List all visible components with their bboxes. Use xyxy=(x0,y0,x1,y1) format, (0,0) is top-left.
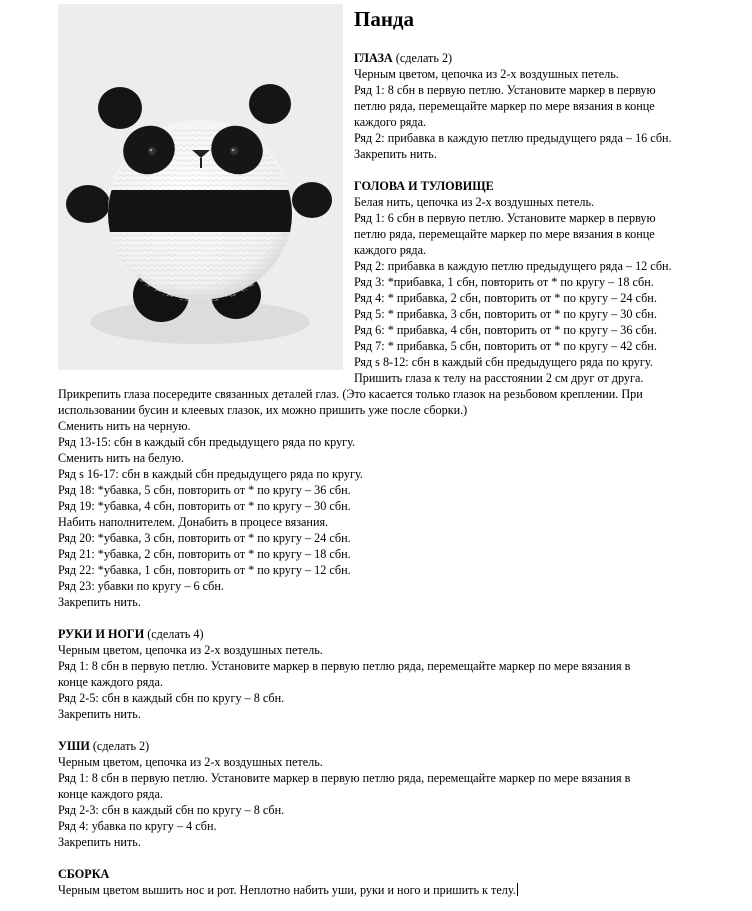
section-heading: УШИ (сделать 2) xyxy=(58,739,150,753)
section-heading: СБОРКА xyxy=(58,867,110,881)
text-line: Черным цветом, цепочка из 2-х воздушных петель. xyxy=(58,643,323,657)
text-line: Ряд s 16-17: сбн в каждый сбн предыдущего ряда по кругу. xyxy=(58,467,363,481)
text-line: Ряд 19: *убавка, 4 сбн, повторить от * по кругу – 30 сбн. xyxy=(58,499,351,513)
text-line: Ряд 3: *прибавка, 1 сбн, повторить от * по кругу – 18 сбн. xyxy=(354,275,654,289)
text-line: каждого ряда. xyxy=(354,243,427,257)
text-line: петлю ряда, перемещайте маркер по мере вязания в конце xyxy=(354,99,655,113)
text-cursor xyxy=(517,883,518,896)
crochet-panda-illustration xyxy=(58,4,343,370)
section-heading: ГОЛОВА И ТУЛОВИЩЕ xyxy=(354,179,494,193)
text-line: Закрепить нить. xyxy=(58,835,141,849)
text-line: Ряд 13-15: сбн в каждый сбн предыдущего ряда по кругу. xyxy=(58,435,356,449)
text-line: Ряд 4: * прибавка, 2 сбн, повторить от * по кругу – 24 сбн. xyxy=(354,291,657,305)
section-heading: ГЛАЗА (сделать 2) xyxy=(354,51,453,65)
arm-right xyxy=(292,182,332,218)
text-line: Закрепить нить. xyxy=(354,147,437,161)
text-line: Пришить глаза к телу на расстоянии 2 см друг от друга. xyxy=(354,371,644,385)
text-line: Ряд 21: *убавка, 2 сбн, повторить от * по кругу – 18 сбн. xyxy=(58,547,351,561)
text-line: Сменить нить на черную. xyxy=(58,419,191,433)
arm-left xyxy=(66,185,110,223)
section-heading: РУКИ И НОГИ (сделать 4) xyxy=(58,627,204,641)
text-line: Ряд 18: *убавка, 5 сбн, повторить от * по кругу – 36 сбн. xyxy=(58,483,351,497)
text-line: конце каждого ряда. xyxy=(58,787,163,801)
text-line: Прикрепить глаза посередите связанных деталей глаз. (Это касается только глазок на резьбовом креплении. При xyxy=(58,387,643,401)
ear-left xyxy=(98,87,142,129)
text-line: Ряд 1: 6 сбн в первую петлю. Установите маркер в первую xyxy=(354,211,656,225)
section-eyes xyxy=(354,50,672,162)
text-line: Набить наполнителем. Донабить в процесе вязания. xyxy=(58,515,329,529)
text-line: Ряд 6: * прибавка, 4 сбн, повторить от * по кругу – 36 сбн. xyxy=(354,323,657,337)
text-line: Ряд 2: прибавка в каждую петлю предыдущего ряда – 16 сбн. xyxy=(354,131,672,145)
section-limbs xyxy=(58,626,630,722)
text-line: Белая нить, цепочка из 2-х воздушных петель. xyxy=(354,195,595,209)
text-line: каждого ряда. xyxy=(354,115,427,129)
text-line: Ряд 2: прибавка в каждую петлю предыдущего ряда – 12 сбн. xyxy=(354,259,672,273)
text-line: Ряд 7: * прибавка, 5 сбн, повторить от * по кругу – 42 сбн. xyxy=(354,339,657,353)
section-head-body-continued xyxy=(58,386,643,610)
panda-photo xyxy=(58,4,343,370)
section-head-body xyxy=(354,178,672,386)
text-line: Черным цветом, цепочка из 2-х воздушных петель. xyxy=(354,67,619,81)
text-line: Ряд 1: 8 сбн в первую петлю. Установите маркер в первую петлю ряда, перемещайте маркер по мере вязания в xyxy=(58,771,631,785)
text-line: петлю ряда, перемещайте маркер по мере вязания в конце xyxy=(354,227,655,241)
text-line: Черным цветом вышить нос и рот. Неплотно набить уши, руки и ного и пришить к телу. xyxy=(58,883,516,897)
page-title: Панда xyxy=(354,7,415,31)
section-assembly xyxy=(58,866,518,898)
text-line: Закрепить нить. xyxy=(58,707,141,721)
text-line: конце каждого ряда. xyxy=(58,675,163,689)
text-line: Черным цветом, цепочка из 2-х воздушных петель. xyxy=(58,755,323,769)
section-ears xyxy=(58,738,630,850)
text-line: использовании бусин и клеевых глазок, их можно пришить уже после сборки.) xyxy=(58,403,468,417)
text-line: Ряд 23: убавки по кругу – 6 сбн. xyxy=(58,579,224,593)
text-line: Закрепить нить. xyxy=(58,595,141,609)
text-line: Ряд 4: убавка по кругу – 4 сбн. xyxy=(58,819,217,833)
text-line: Ряд 20: *убавка, 3 сбн, повторить от * по кругу – 24 сбн. xyxy=(58,531,351,545)
text-line: Сменить нить на белую. xyxy=(58,451,184,465)
text-line: Ряд 2-3: сбн в каждый сбн по кругу – 8 сбн. xyxy=(58,803,285,817)
text-line: Ряд 2-5: сбн в каждый сбн по кругу – 8 сбн. xyxy=(58,691,285,705)
black-stripe xyxy=(98,190,308,232)
ear-right xyxy=(249,84,291,124)
text-line: Ряд 1: 8 сбн в первую петлю. Установите маркер в первую xyxy=(354,83,656,97)
text-line: Ряд 5: * прибавка, 3 сбн, повторить от * по кругу – 30 сбн. xyxy=(354,307,657,321)
text-line: Ряд 1: 8 сбн в первую петлю. Установите маркер в первую петлю ряда, перемещайте маркер по мере вязания в xyxy=(58,659,631,673)
text-line: Ряд s 8-12: сбн в каждый сбн предыдущего ряда по кругу. xyxy=(354,355,653,369)
text-line: Ряд 22: *убавка, 1 сбн, повторить от * по кругу – 12 сбн. xyxy=(58,563,351,577)
